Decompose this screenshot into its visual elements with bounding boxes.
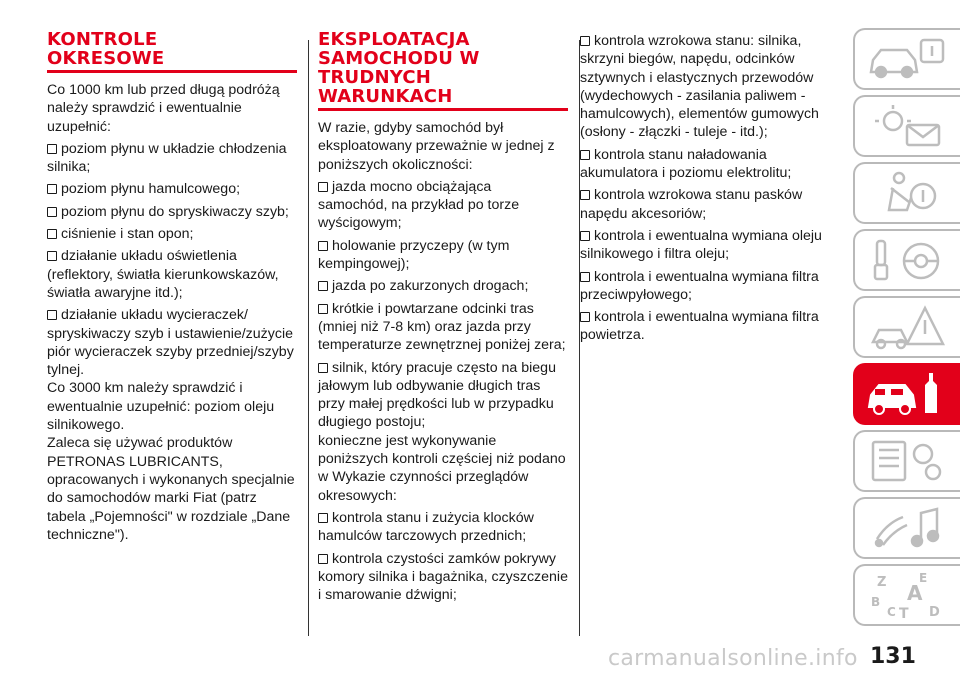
- warning-triangle-icon: [863, 302, 953, 352]
- column-periodic-checks: [47, 30, 297, 548]
- column-divider: [308, 40, 309, 636]
- list-item: kontrola i ewentualna wymiana filtra przeciwpyłowego;: [580, 268, 838, 305]
- index-letter: B: [871, 595, 881, 609]
- list-item: silnik, który pracuje często na biegu jałowym lub odbywanie długich tras przy małej prędkości lub w przypadku długiego postoju;: [318, 359, 568, 432]
- seat-belt-airbag-icon: [863, 168, 953, 218]
- page-number: 131: [870, 644, 916, 669]
- tab-car-info[interactable]: [853, 28, 960, 90]
- index-letter: T: [899, 606, 909, 620]
- tab-safety[interactable]: [853, 162, 960, 224]
- list-item: poziom płynu w układzie chłodzenia silnika;: [47, 140, 297, 177]
- alphabet-index-icon: [863, 570, 953, 620]
- paragraph-more-often: konieczne jest wykonywanie poniższych kontroli częściej niż podano w Wykazie czynności przeglądów okresowych:: [318, 432, 566, 504]
- chapter-tabs: [853, 28, 960, 631]
- column-severe-conditions: [318, 30, 568, 608]
- list-item: holowanie przyczepy (w tym kempingowej);: [318, 237, 568, 274]
- list-item: kontrola czystości zamków pokrywy komory silnika i bagażnika, czyszczenie i smarowanie dźwigni;: [318, 550, 568, 604]
- list-item: kontrola i ewentualna wymiana oleju silnikowego i filtra oleju;: [580, 227, 838, 264]
- multimedia-icon: [863, 503, 953, 553]
- index-letter: E: [919, 571, 928, 585]
- list-item: kontrola i ewentualna wymiana filtra powietrza.: [580, 308, 838, 345]
- tab-multimedia[interactable]: [853, 497, 960, 559]
- car-wrench-icon: [863, 369, 953, 419]
- paragraph-intro: Co 1000 km lub przed długą podróżą należy sprawdzić i ewentualnie uzupełnić:: [47, 82, 280, 135]
- column-continued-checks: [580, 32, 838, 349]
- index-letter: A: [907, 581, 923, 605]
- tab-technical-data[interactable]: [853, 430, 960, 492]
- index-letter: Z: [877, 575, 887, 590]
- list-item: kontrola wzrokowa stanu pasków napędu akcesoriów;: [580, 186, 838, 223]
- warning-lights-icon: [863, 101, 953, 151]
- paragraph-petronas: Zaleca się używać produktów PETRONAS LUBRICANTS, opracowanych i wykonanych specjalnie do samochodów marki Fiat (patrz tabela „Pojemności" w rozdziale „Dane techniczne").: [47, 435, 295, 543]
- list-item: kontrola stanu naładowania akumulatora i poziomu elektrolitu;: [580, 146, 838, 183]
- tab-maintenance-active[interactable]: [853, 363, 960, 425]
- list-item: kontrola wzrokowa stanu: silnika, skrzyni biegów, napędu, odcinków sztywnych i elastycznych przewodów (wydechowych - zasilania paliwem - hamulcowych), elementów gumowych (osłony - złączki - tuleje - itd.);: [580, 32, 838, 142]
- watermark: carmanualsonline.info: [608, 646, 858, 671]
- list-item: poziom płynu hamulcowego;: [47, 180, 297, 198]
- index-letter: D: [929, 605, 940, 620]
- list-item: kontrola stanu i zużycia klocków hamulców tarczowych przednich;: [318, 509, 568, 546]
- list-item: jazda po zakurzonych drogach;: [318, 277, 568, 295]
- list-item: krótkie i powtarzane odcinki tras (mniej niż 7-8 km) oraz jazda przy temperaturze zewnętrznej poniżej zera;: [318, 300, 568, 355]
- paragraph-intro: W razie, gdyby samochód był eksploatowany przeważnie w jednej z poniższych okoliczności:: [318, 120, 555, 173]
- data-gears-icon: [863, 436, 953, 486]
- car-info-icon: [863, 34, 953, 84]
- key-steering-wheel-icon: [863, 235, 953, 285]
- paragraph-oil-check: Co 3000 km należy sprawdzić i ewentualnie uzupełnić: poziom oleju silnikowego.: [47, 380, 275, 434]
- tab-emergency[interactable]: [853, 296, 960, 358]
- section-heading-periodic-checks: KONTROLE OKRESOWE: [47, 30, 297, 73]
- list-item: działanie układu oświetlenia (reflektory, światła kierunkowskazów, światła awaryjne itd.);: [47, 247, 297, 302]
- section-heading-severe-conditions: EKSPLOATACJA SAMOCHODU W TRUDNYCH WARUNKACH: [318, 30, 568, 111]
- list-item: działanie układu wycieraczek/ spryskiwaczy szyb i ustawienie/zużycie piór wycieraczek szyby przedniej/szyby tylnej.: [47, 306, 297, 379]
- tab-starting-driving[interactable]: [853, 229, 960, 291]
- index-letter: C: [887, 605, 896, 619]
- list-item: poziom płynu do spryskiwaczy szyb;: [47, 203, 297, 221]
- tab-warning-lights[interactable]: [853, 95, 960, 157]
- list-item: ciśnienie i stan opon;: [47, 225, 297, 243]
- tab-alphabetical-index[interactable]: [853, 564, 960, 626]
- list-item: jazda mocno obciążająca samochód, na przykład po torze wyścigowym;: [318, 178, 568, 233]
